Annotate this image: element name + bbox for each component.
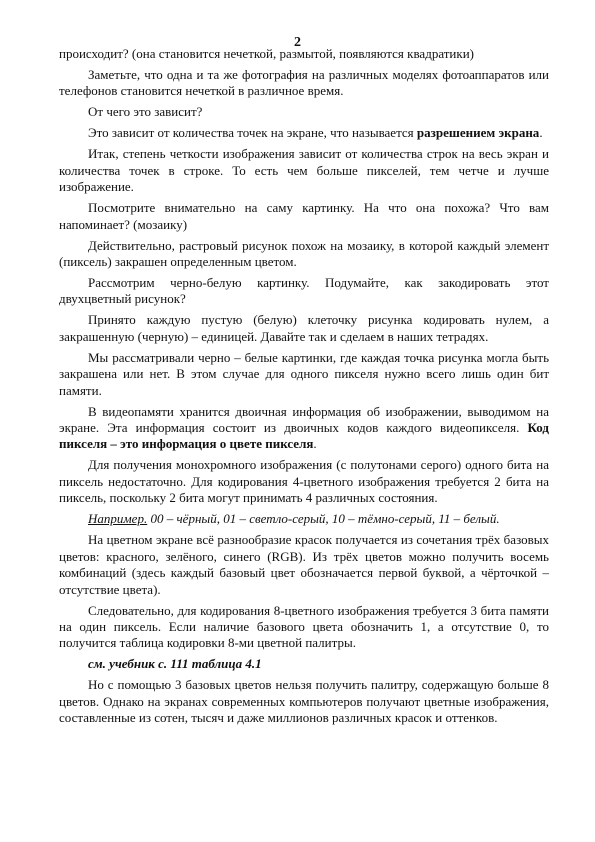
- paragraph: Но с помощью 3 базовых цветов нельзя получить палитру, содержащую больше 8 цветов. Однако на экранах современных компьютеров получают цветные изображения, составленные из сотен, тысяч и даже миллионов различных красок и оттенков.: [59, 677, 549, 726]
- paragraph: Принято каждую пустую (белую) клеточку рисунка кодировать нулем, а закрашенную (черную) – единицей. Давайте так и сделаем в наших тетрадях.: [59, 312, 549, 344]
- paragraph: На цветном экране всё разнообразие красок получается из сочетания трёх базовых цветов: красного, зелёного, синего (RGB). Из трёх цветов можно получить восемь комбинаций (здесь каждый базовый цвет обозначается первой буквой, а чёрточкой – отсутствие цвета).: [59, 532, 549, 597]
- paragraph: Заметьте, что одна и та же фотография на различных моделях фотоаппаратов или телефонов становится нечеткой в различное время.: [59, 67, 549, 99]
- paragraph: Посмотрите внимательно на саму картинку. На что она похожа? Что вам напоминает? (мозаику): [59, 200, 549, 232]
- example-paragraph: [59, 511, 549, 527]
- textbook-reference: см. учебник с. 111 таблица 4.1: [88, 656, 262, 672]
- paragraph: Итак, степень четкости изображения зависит от количества строк на весь экран и количества точек в строке. То есть чем больше пикселей, тем четче и лучше изображение.: [59, 146, 549, 195]
- paragraph: От чего это зависит?: [88, 104, 203, 120]
- paragraph: Следовательно, для кодирования 8-цветного изображения требуется 3 бита памяти на один пиксель. Если наличие базового цвета обозначить 1, а отсутствие 0, то получится таблица кодировки 8-ми цветной палитры.: [59, 602, 549, 651]
- document-body: [59, 46, 549, 731]
- text-run: .: [539, 125, 543, 141]
- paragraph: Рассмотрим черно-белую картинку. Подумайте, как закодировать этот двухцветный рисунок?: [59, 275, 549, 307]
- bold-definition: Код пикселя – это информация о цвете пикселя: [59, 420, 549, 452]
- text-run: В видеопамяти хранится двоичная информация об изображении, выводимом на экране. Эта информация состоит из двоичных кодов каждого видеопикселя.: [59, 403, 549, 436]
- paragraph: [59, 404, 549, 453]
- text-run: Это зависит от количества точек на экране, что называется: [88, 125, 417, 141]
- paragraph: Для получения монохромного изображения (с полутонами серого) одного бита на пиксель недостаточно. Для кодирования 4-цветного изображения требуется 2 бита на пиксель, поскольку 2 бита могут принимать 4 различных состояния.: [59, 457, 549, 506]
- paragraph: происходит? (она становится нечеткой, размытой, появляются квадратики): [59, 46, 474, 61]
- page-number: 2: [294, 35, 301, 50]
- example-text: 00 – чёрный, 01 – светло-серый, 10 – тёмно-серый, 11 – белый.: [147, 511, 500, 527]
- paragraph: [59, 125, 549, 141]
- bold-term: разрешением экрана: [416, 125, 540, 141]
- text-run: .: [313, 436, 317, 452]
- paragraph: Действительно, растровый рисунок похож на мозаику, в которой каждый элемент (пиксель) закрашен определенным цветом.: [59, 237, 549, 270]
- paragraph: Мы рассматривали черно – белые картинки, где каждая точка рисунка могла быть закрашена или нет. В этом случае для одного пикселя нужно всего лишь один бит памяти.: [59, 349, 549, 398]
- example-lead: Например.: [88, 511, 148, 527]
